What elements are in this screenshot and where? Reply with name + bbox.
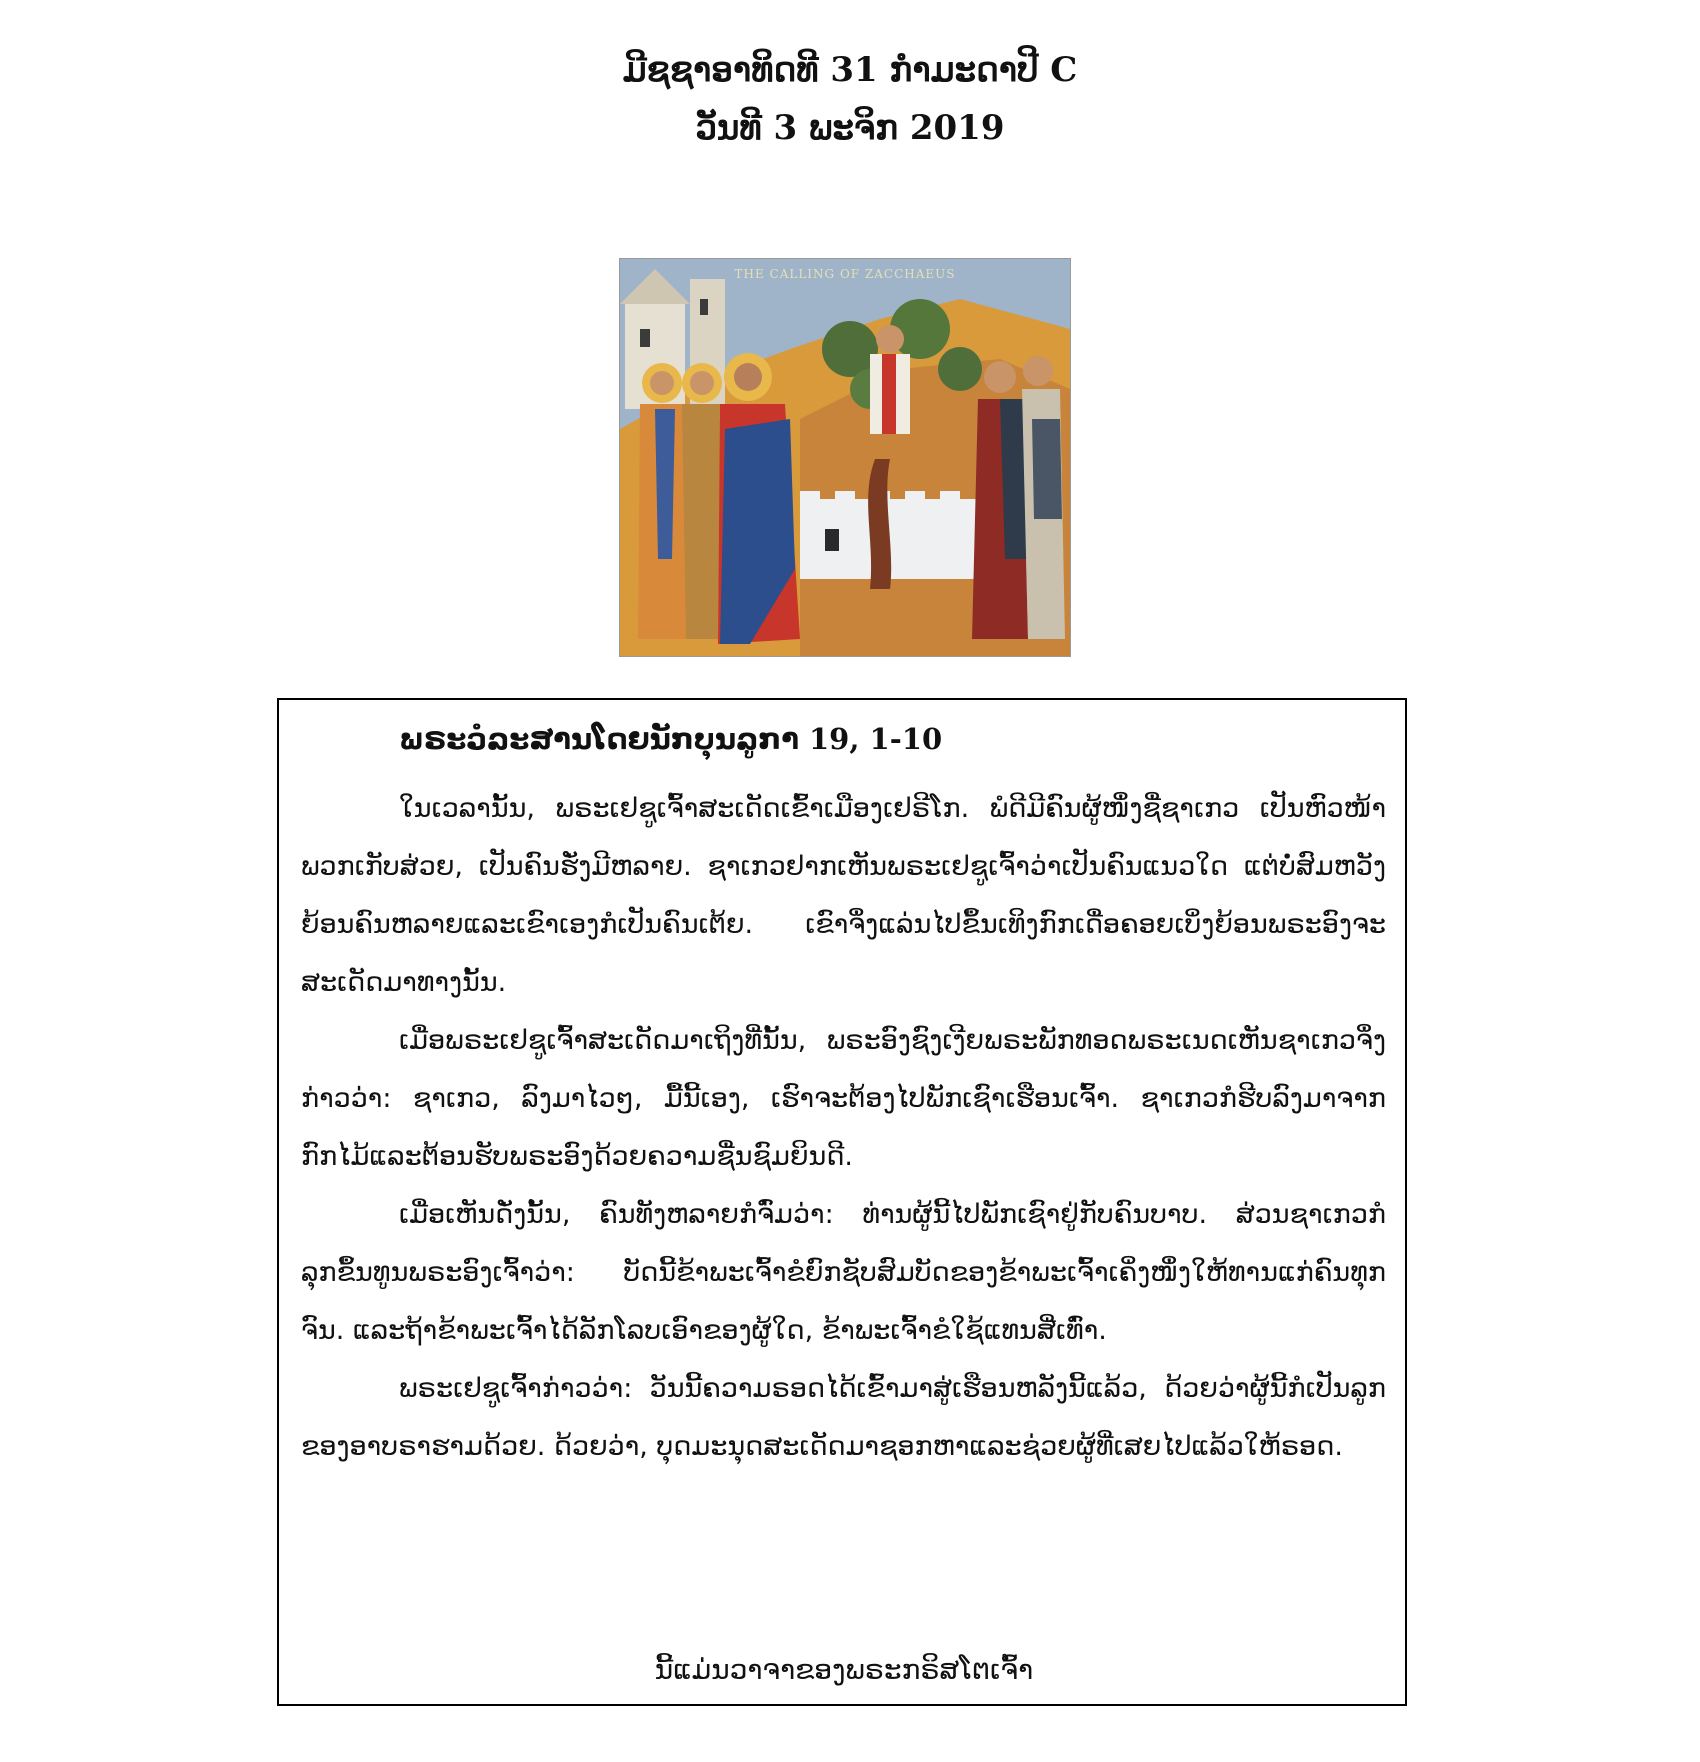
paragraph: ພຣະເຢຊູເຈົ້າກ່າວວ່າ: ວັນນີ້ຄວາມຣອດໄດ້ເຂົ້າມາສູ່ເຮືອນຫລັງນີ້ແລ້ວ, ດ້ວຍວ່າຜູ້ນີ້ກໍເປັນລູກຂອງອາບຣາຮາມດ້ວຍ. ດ້ວຍວ່າ, ບຸດມະນຸດສະເດັດມາຊອກຫາແລະຊ່ວຍຜູ້ທີ່ເສຍໄປແລ້ວໃຫ້ຣອດ. [301,1373,1386,1462]
gospel-heading [399,722,942,756]
icon-caption: THE CALLING OF ZACCHAEUS [734,267,956,281]
icon-painting [620,259,1070,656]
page-title: ມີຊຊາອາທິດທີ 31 ກໍາມະດາປີ C [622,50,1078,90]
gospel-reference: 19, 1-10 [809,722,943,756]
closing-line: ນີ້ແມ່ນວາຈາຂອງພຣະກຣິສໂຕເຈົ້າ [654,1653,1034,1686]
gospel-box [277,698,1407,1706]
gospel-heading-text: ພຣະວໍລະສານໂດຍນັກບຸນລູກາ [399,722,799,756]
zacchaeus-icon-image [619,258,1071,657]
paragraph: ໃນເວລານັ້ນ, ພຣະເຢຊູເຈົ້າສະເດັດເຂົ້າເມືອງເຢຣີໂກ. ພໍດີມີຄົນຜູ້ໜຶ່ງຊື່ຊາເກວ ເປັນຫົວໜ້າພວກເກັບສ່ວຍ, ເປັນຄົນຮັ່ງມີຫລາຍ. ຊາເກວຢາກເຫັນພຣະເຢຊູເຈົ້າວ່າເປັນຄົນແນວໃດ ແຕ່ບໍ່ສົມຫວັງຍ້ອນຄົນຫລາຍແລະເຂົາເອງກໍເປັນຄົນເຕ້ຍ. ເຂົາຈຶ່ງແລ່ນໄປຂຶ້ນເທິງກົກເດື່ອຄອຍເບິ່ງຍ້ອນພຣະອົງຈະສະເດັດມາທາງນັ້ນ. [301,793,1386,998]
paragraph: ເມື່ອພຣະເຢຊູເຈົ້າສະເດັດມາເຖິງທີ່ນັ້ນ, ພຣະອົງຊົງເງີຍພຣະພັກທອດພຣະເນດເຫັນຊາເກວຈຶ່ງກ່າວວ່າ: ຊາເກວ, ລົງມາໄວໆ, ມື້ນີ້ເອງ, ເຮົາຈະຕ້ອງໄປພັກເຊົາເຮືອນເຈົ້າ. ຊາເກວກໍຮີບລົງມາຈາກກົກໄມ້ແລະຕ້ອນຮັບພຣະອົງດ້ວຍຄວາມຊື່ນຊົມຍິນດີ. [301,1025,1386,1172]
gospel-body [301,780,1386,1476]
page-date: ວັນທີ 3 ພະຈິກ 2019 [695,108,1005,148]
paragraph: ເມື່ອເຫັນດັ່ງນັ້ນ, ຄົນທັງຫລາຍກໍຈົ່ມວ່າ: ທ່ານຜູ້ນີ້ໄປພັກເຊົາຢູ່ກັບຄົນບາບ. ສ່ວນຊາເກວກໍລຸກຂຶ້ນທູນພຣະອົງເຈົ້າວ່າ: ບັດນີ້ຂ້າພະເຈົ້າຂໍຍົກຊັບສົມບັດຂອງຂ້າພະເຈົ້າເຄິ່ງໜຶ່ງໃຫ້ທານແກ່ຄົນທຸກຈົນ. ແລະຖ້າຂ້າພະເຈົ້າໄດ້ລັກໂລບເອົາຂອງຜູ້ໃດ, ຂ້າພະເຈົ້າຂໍໃຊ້ແທນສີ່ເທົ່າ. [301,1199,1386,1346]
